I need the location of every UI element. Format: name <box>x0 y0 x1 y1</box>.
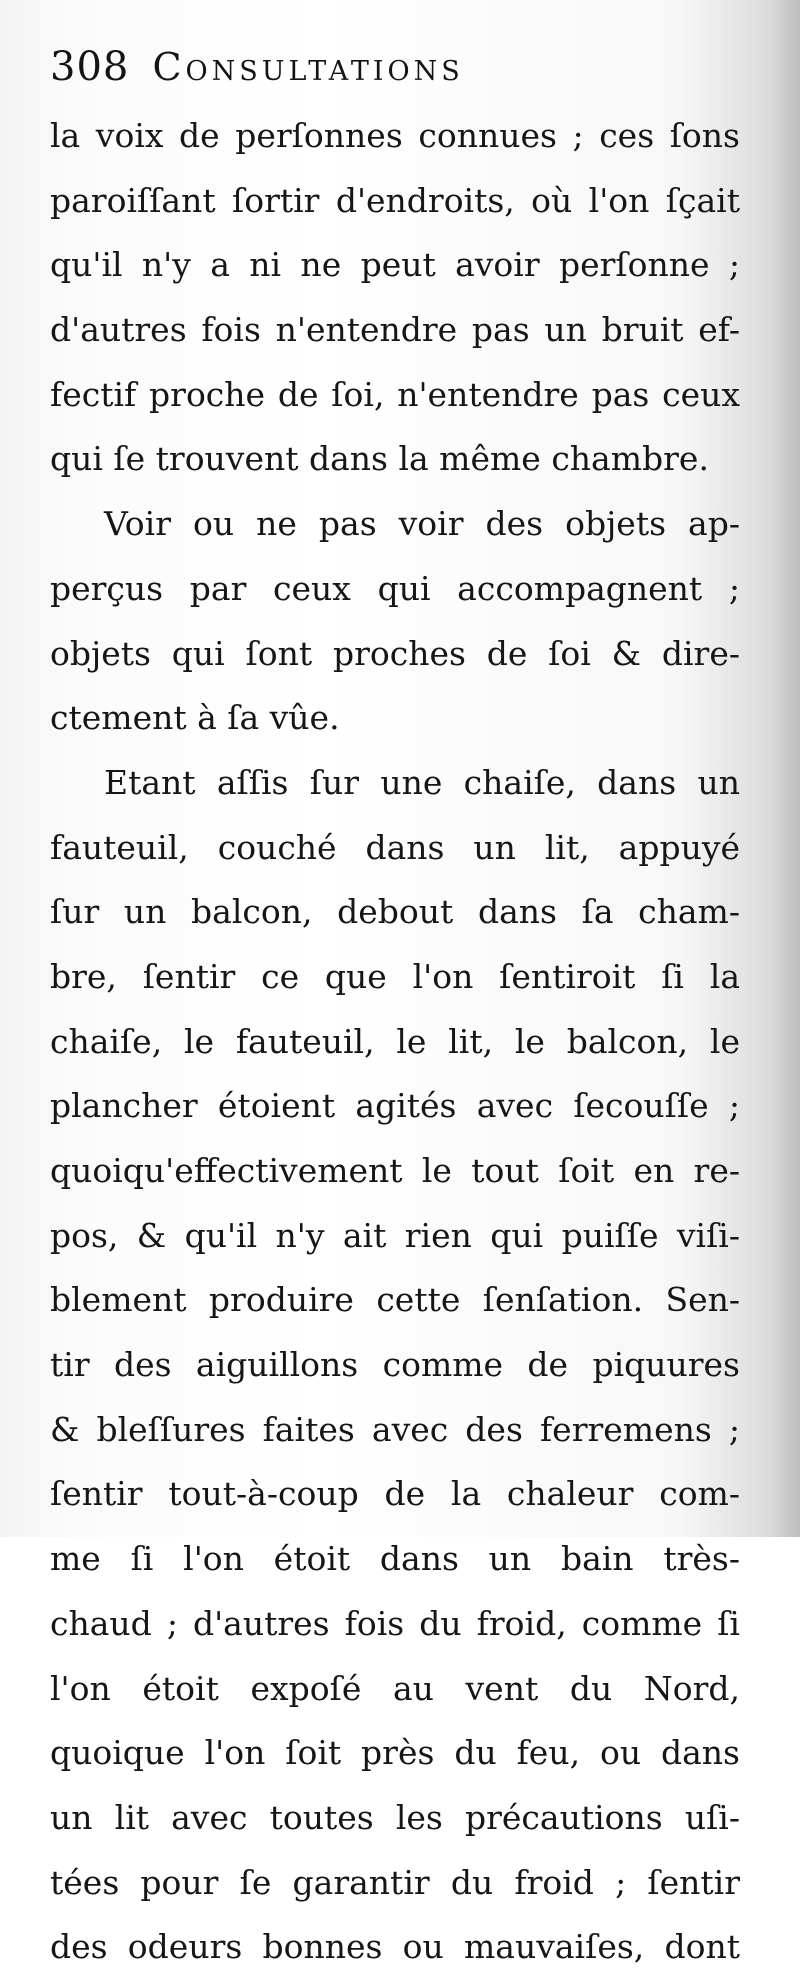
text-line: tir des aiguillons comme de piquures <box>50 1345 740 1385</box>
text-line: qui ſe trouvent dans la même chambre. <box>50 439 709 479</box>
text-line: pos, & qu'il n'y ait rien qui puiſſe viſi- <box>50 1215 740 1255</box>
text-line: quoiqu'effectivement le tout ſoit en re- <box>50 1151 740 1190</box>
text-line: d'autres fois n'entendre pas un bruit ef- <box>50 310 740 350</box>
text-line: plancher étoient agités avec ſecouſſe ; <box>50 1086 740 1126</box>
text-line: Voir ou ne pas voir des objets ap- <box>104 504 740 544</box>
text-line: ctement à ſa vûe. <box>50 698 340 738</box>
body-text <box>50 104 740 1980</box>
text-line: & bleſſures faites avec des ferremens ; <box>50 1409 740 1449</box>
text-line: objets qui ſont proches de ſoi & dire- <box>50 633 740 673</box>
page-number: 308 <box>50 44 130 90</box>
text-line: la voix de perſonnes connues ; ces ſons <box>50 116 740 155</box>
text-line: blement produire cette ſenſation. Sen- <box>50 1280 740 1320</box>
text-line: bre, ſentir ce que l'on ſentiroit ſi la <box>50 956 740 996</box>
text-line: des odeurs bonnes ou mauvaiſes, dont <box>50 1927 740 1967</box>
running-title: Consultations <box>152 45 464 89</box>
text-line: un lit avec toutes les précautions uſi- <box>50 1797 740 1837</box>
text-line: ſentir tout-à-coup de la chaleur com- <box>50 1474 740 1514</box>
running-head <box>50 44 750 98</box>
text-line: tées pour ſe garantir du froid ; ſentir <box>50 1862 740 1902</box>
text-line: perçus par ceux qui accompagnent ; <box>50 568 740 608</box>
text-line: ſur un balcon, debout dans ſa cham- <box>50 892 740 932</box>
text-line: me ſi l'on étoit dans un bain très- <box>50 1539 740 1579</box>
text-line: l'on étoit expoſé au vent du Nord, <box>50 1668 740 1708</box>
text-line: fectif proche de ſoi, n'entendre pas ceux <box>50 374 740 414</box>
text-line: qu'il n'y a ni ne peut avoir perſonne ; <box>50 245 740 285</box>
text-line: fauteuil, couché dans un lit, appuyé <box>50 827 740 867</box>
text-line: chaiſe, le fauteuil, le lit, le balcon, le <box>50 1021 740 1061</box>
text-line: paroiſſant ſortir d'endroits, où l'on ſçait <box>50 180 740 220</box>
text-line: quoique l'on ſoit près du feu, ou dans <box>50 1733 740 1773</box>
text-line: chaud ; d'autres fois du froid, comme ſi <box>50 1603 740 1643</box>
text-line: Etant aſſis ſur une chaiſe, dans un <box>104 762 740 802</box>
